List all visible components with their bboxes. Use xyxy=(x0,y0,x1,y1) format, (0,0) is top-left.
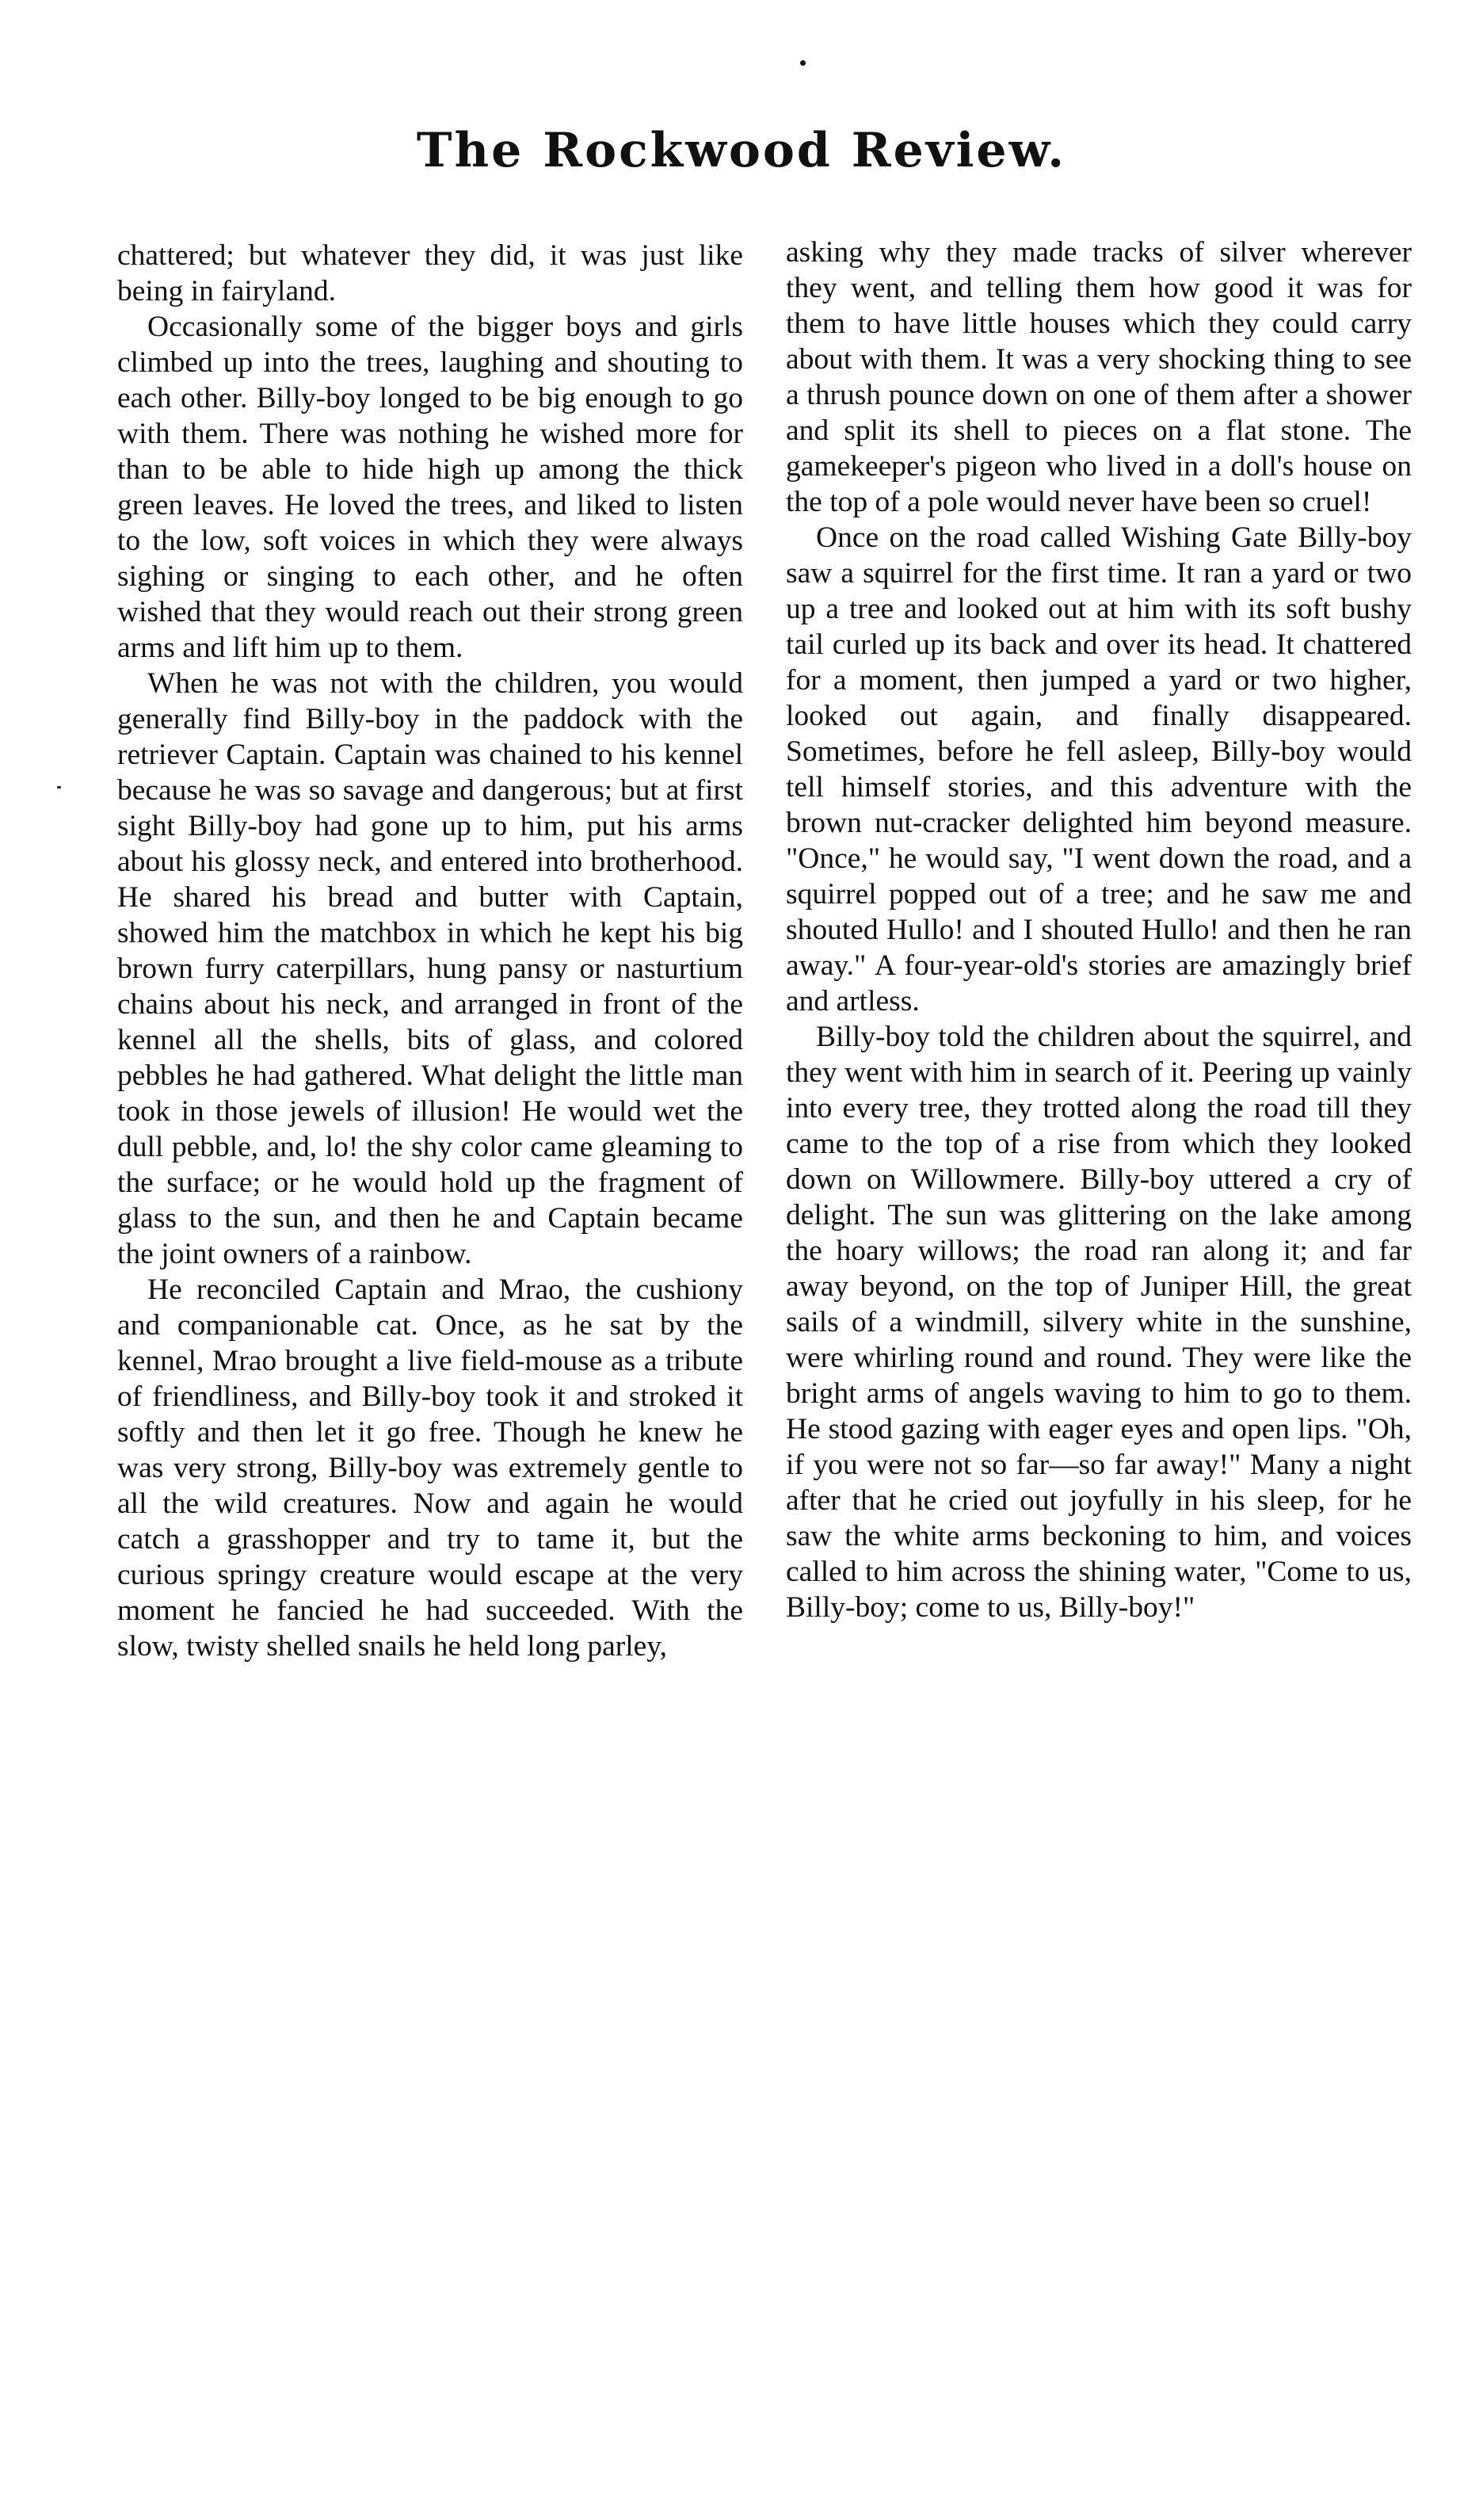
page-speck xyxy=(800,60,806,66)
paragraph-mrao: He reconciled Captain and Mrao, the cushiony and companionable cat. Once, as he sat by the kennel, Mrao brought a live field-mouse as a tribute of friendliness, and Billy-boy took it and stroked it softly and then let it go free. Though he knew he was very strong, Billy-boy was extremely gentle to all the wild creatures. Now and again he would catch a grasshopper and try to tame it, but the curious springy creature would escape at the very moment he fancied he had succeeded. With the slow, twisty shelled snails he held long parley, xyxy=(117,1273,743,1663)
left-column xyxy=(117,238,743,1664)
paragraph-willowmere: Billy-boy told the children about the squirrel, and they went with him in search of it. Peering up vainly into every tree, they trotted along the road till they came to the top of a rise from which they looked down on Willowmere. Billy-boy uttered a cry of delight. The sun was glittering on the lake among the hoary willows; the road ran along it; and far away beyond, on the top of Juniper Hill, the great sails of a windmill, silvery white in the sunshine, were whirling round and round. They were like the bright arms of angels waving to him to go to them. He stood gazing with eager eyes and open lips. "Oh, if you were not so far—so far away!" Many a night after that he cried out joyfully in his sleep, for he saw the white arms beckoning to him, and voices called to him across the shining water, "Come to us, Billy-boy; come to us, Billy-boy!" xyxy=(786,1021,1412,1624)
paragraph-captain: When he was not with the children, you would generally find Billy-boy in the paddock with the retriever Captain. Captain was chained to his kennel because he was so savage and dangerous; but at first sight Billy-boy had gone up to him, put his arms about his glossy neck, and entered into brotherhood. He shared his bread and butter with Captain, showed him the matchbox in which he kept his big brown furry caterpillars, hung pansy or nasturtium chains about his neck, and arranged in front of the kennel all the shells, bits of glass, and colored pebbles he had gathered. What delight the little man took in those jewels of illusion! He would wet the dull pebble, and, lo! the shy color came gleaming to the surface; or he would hold up the fragment of glass to the sun, and then he and Captain became the joint owners of a rainbow. xyxy=(117,667,743,1270)
right-column xyxy=(786,235,1412,1625)
paragraph-bigger-boys: Occasionally some of the bigger boys and girls climbed up into the trees, laughing and shouting to each other. Billy-boy longed to be big enough to go with them. There was nothing he wished more for than to be able to hide high up among the thick green leaves. He loved the trees, and liked to listen to the low, soft voices in which they were always sighing or singing to each other, and he often wished that they would reach out their strong green arms and lift him up to them. xyxy=(117,311,743,664)
margin-speck xyxy=(57,786,61,788)
paragraph-snails-continued: asking why they made tracks of silver wherever they went, and telling them how good it was for them to have little houses which they could carry about with them. It was a very shocking thing to see a thrush pounce down on one of them after a shower and split its shell to pieces on a flat stone. The gamekeeper's pigeon who lived in a doll's house on the top of a pole would never have been so cruel! xyxy=(786,236,1412,518)
paragraph-squirrel: Once on the road called Wishing Gate Billy-boy saw a squirrel for the first time. It ran a yard or two up a tree and looked out at him with its soft bushy tail curled up its back and over its head. It chattered for a moment, then jumped a yard or two higher, looked out again, and finally disappeared. Sometimes, before he fell asleep, Billy-boy would tell himself stories, and this adventure with the brown nut-cracker delighted him beyond measure. "Once," he would say, "I went down the road, and a squirrel popped out of a tree; and he saw me and shouted Hullo! and I shouted Hullo! and then he ran away." A four-year-old's stories are amazingly brief and artless. xyxy=(786,521,1412,1018)
masthead-title: The Rockwood Review. xyxy=(416,123,1067,178)
paragraph-continued: chattered; but whatever they did, it was just like being in fairyland. xyxy=(117,239,743,307)
